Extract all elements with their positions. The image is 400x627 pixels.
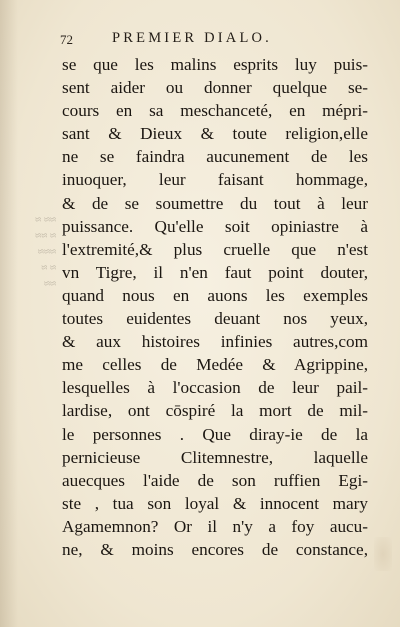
text-line: inuoquer, leur faisant hommage,	[62, 170, 368, 190]
text-line: & aux histoires infinies autres,com	[62, 332, 368, 352]
text-line: lesquelles à l'occasion de leur pail-	[62, 378, 368, 398]
page-number: 72	[60, 32, 73, 47]
body-text	[62, 53, 368, 561]
text-line: cours en sa meschanceté, en mépri-	[62, 101, 368, 121]
text-line: l'extremité,& plus cruelle que n'est	[62, 239, 368, 259]
text-line: toutes euidentes deuant nos yeux,	[62, 309, 368, 329]
text-line: auecques l'aide de son ruffien Egi-	[62, 470, 368, 490]
text-line: pernicieuse Clitemnestre, laquelle	[62, 447, 368, 467]
show-through-text: ≈≈ ≈ ≈ ≈≈ ≈≈≈ ≈ ≈ ≈≈	[35, 214, 56, 290]
text-line: lardise, ont cōspiré la mort de mil-	[62, 401, 368, 421]
text-line: & de se soumettre du tout à leur	[62, 193, 368, 213]
text-line: quand nous en auons les exemples	[62, 285, 368, 305]
text-line: sant & Dieux & toute religion,elle	[62, 124, 368, 144]
running-head: PREMIER DIALO.	[112, 30, 272, 46]
text-line: ste , tua son loyal & innocent mary	[62, 493, 368, 513]
paper-stain	[374, 537, 392, 571]
text-line: vn Tigre, il n'en faut point douter,	[62, 262, 368, 282]
text-line: Agamemnon? Or il n'y a foy aucu-	[62, 516, 368, 536]
gutter-shadow	[0, 0, 18, 627]
text-line: se que les malins esprits luy puis-	[62, 55, 368, 74]
text-line: ne, & moins encores de constance,	[62, 539, 368, 559]
text-line: ne se faindra aucunement de les	[62, 147, 368, 167]
text-line: puissance. Qu'elle soit opiniastre à	[62, 216, 368, 236]
text-line: le personnes . Que diray-ie de la	[62, 424, 368, 444]
text-line: sent aider ou donner quelque se-	[62, 78, 368, 98]
text-line: me celles de Medée & Agrippine,	[62, 355, 368, 375]
